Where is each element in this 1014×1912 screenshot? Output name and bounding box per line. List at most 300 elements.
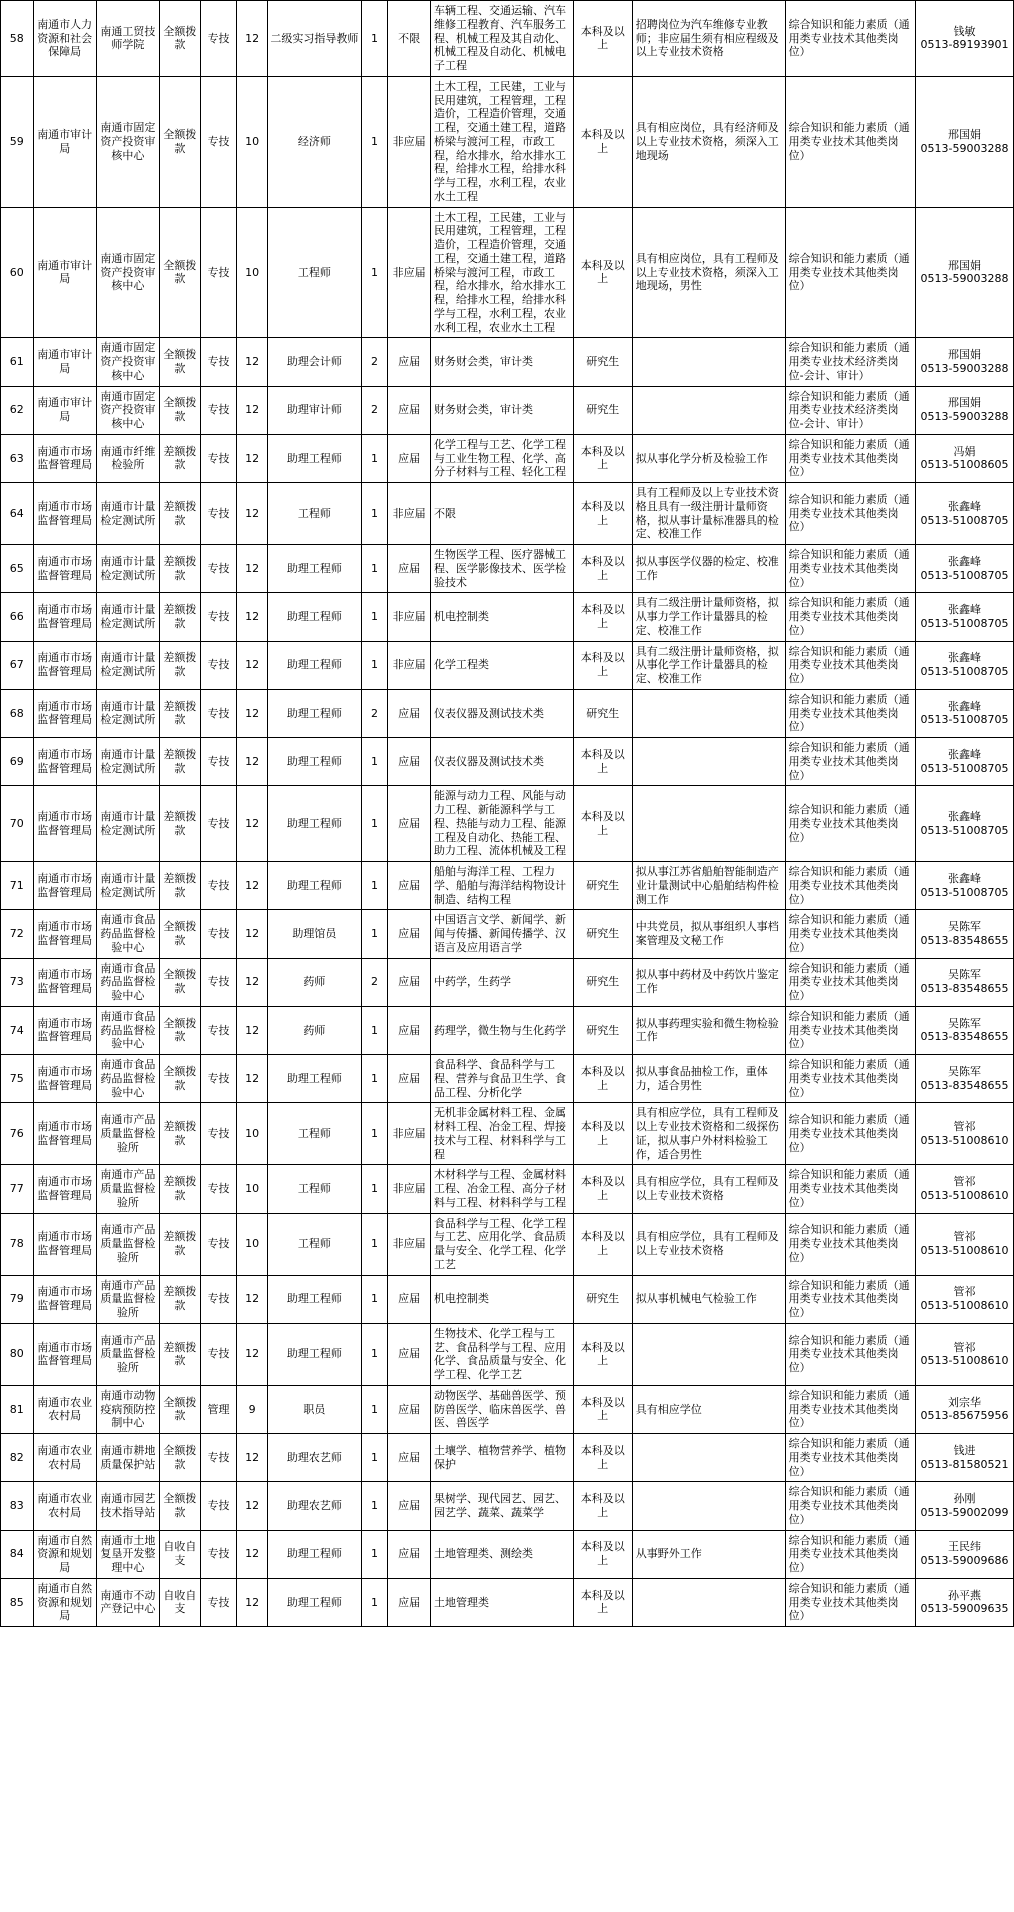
graduate-requirement: 不限	[388, 1, 431, 77]
table-row	[1, 1578, 1014, 1626]
post-level: 10	[237, 1103, 268, 1165]
supervising-dept: 南通市市场监督管理局	[33, 1006, 96, 1054]
other-conditions: 具有相应岗位，具有工程师及以上专业技术资格，须深入工地现场，男性	[632, 207, 785, 338]
post-name: 助理审计师	[267, 386, 361, 434]
headcount: 1	[361, 1, 387, 77]
post-level: 12	[237, 1, 268, 77]
post-name: 助理馆员	[267, 910, 361, 958]
employer-unit: 南通市固定资产投资审核中心	[96, 338, 159, 386]
education-requirement: 研究生	[573, 1006, 632, 1054]
supervising-dept: 南通市市场监督管理局	[33, 1275, 96, 1323]
post-category: 专技	[200, 1482, 237, 1530]
education-requirement: 研究生	[573, 958, 632, 1006]
supervising-dept: 南通市市场监督管理局	[33, 434, 96, 482]
post-level: 12	[237, 641, 268, 689]
major-requirement: 仪表仪器及测试技术类	[430, 689, 573, 737]
post-name: 助理工程师	[267, 689, 361, 737]
row-number: 62	[1, 386, 34, 434]
major-requirement: 生物技术、化学工程与工艺、食品科学与工程、应用化学、食品质量与安全、化学工程、化学工艺	[430, 1323, 573, 1385]
post-category: 专技	[200, 1578, 237, 1626]
table-row	[1, 1213, 1014, 1275]
education-requirement: 本科及以上	[573, 738, 632, 786]
table-row	[1, 1, 1014, 77]
major-requirement: 食品科学、食品科学与工程、营养与食品卫生学、食品工程、分析化学	[430, 1055, 573, 1103]
exam-subject: 综合知识和能力素质（通用类专业技术其他类岗位）	[785, 545, 915, 593]
row-number: 64	[1, 483, 34, 545]
graduate-requirement: 应届	[388, 910, 431, 958]
other-conditions	[632, 1323, 785, 1385]
contact-info: 钱敏 0513-89193901	[916, 1, 1014, 77]
post-category: 专技	[200, 1323, 237, 1385]
headcount: 1	[361, 1103, 387, 1165]
headcount: 1	[361, 1323, 387, 1385]
table-row	[1, 386, 1014, 434]
exam-subject: 综合知识和能力素质（通用类专业技术其他类岗位）	[785, 1055, 915, 1103]
contact-info: 邢国娟 0513-59003288	[916, 76, 1014, 207]
exam-subject: 综合知识和能力素质（通用类专业技术其他类岗位）	[785, 483, 915, 545]
graduate-requirement: 应届	[388, 1055, 431, 1103]
post-name: 工程师	[267, 483, 361, 545]
education-requirement: 研究生	[573, 910, 632, 958]
supervising-dept: 南通市人力资源和社会保障局	[33, 1, 96, 77]
funding-type: 全额拨款	[159, 1006, 200, 1054]
table-body	[1, 1, 1014, 1627]
graduate-requirement: 应届	[388, 738, 431, 786]
employer-unit: 南通市计量检定测试所	[96, 641, 159, 689]
row-number: 74	[1, 1006, 34, 1054]
post-category: 专技	[200, 76, 237, 207]
funding-type: 差额拨款	[159, 483, 200, 545]
row-number: 85	[1, 1578, 34, 1626]
post-level: 12	[237, 434, 268, 482]
row-number: 63	[1, 434, 34, 482]
employer-unit: 南通市计量检定测试所	[96, 483, 159, 545]
contact-info: 管祁 0513-51008610	[916, 1213, 1014, 1275]
row-number: 80	[1, 1323, 34, 1385]
employer-unit: 南通市耕地质量保护站	[96, 1434, 159, 1482]
row-number: 77	[1, 1165, 34, 1213]
major-requirement: 机电控制类	[430, 593, 573, 641]
employer-unit: 南通市食品药品监督检验中心	[96, 1006, 159, 1054]
education-requirement: 本科及以上	[573, 207, 632, 338]
contact-info: 冯娟 0513-51008605	[916, 434, 1014, 482]
education-requirement: 本科及以上	[573, 1165, 632, 1213]
funding-type: 自收自支	[159, 1578, 200, 1626]
post-category: 专技	[200, 1165, 237, 1213]
exam-subject: 综合知识和能力素质（通用类专业技术其他类岗位）	[785, 1530, 915, 1578]
employer-unit: 南通市固定资产投资审核中心	[96, 386, 159, 434]
contact-info: 管祁 0513-51008610	[916, 1165, 1014, 1213]
post-name: 助理工程师	[267, 545, 361, 593]
other-conditions: 具有相应学位，具有工程师及以上专业技术资格	[632, 1165, 785, 1213]
exam-subject: 综合知识和能力素质（通用类专业技术其他类岗位）	[785, 434, 915, 482]
supervising-dept: 南通市市场监督管理局	[33, 545, 96, 593]
other-conditions	[632, 1578, 785, 1626]
contact-info: 吴陈军 0513-83548655	[916, 910, 1014, 958]
post-name: 助理农艺师	[267, 1434, 361, 1482]
education-requirement: 本科及以上	[573, 545, 632, 593]
table-row	[1, 786, 1014, 862]
other-conditions: 具有二级注册计量师资格，拟从事力学工作计量器具的检定、校准工作	[632, 593, 785, 641]
contact-info: 张鑫峰 0513-51008705	[916, 483, 1014, 545]
supervising-dept: 南通市市场监督管理局	[33, 1055, 96, 1103]
other-conditions	[632, 386, 785, 434]
table-row	[1, 958, 1014, 1006]
other-conditions: 中共党员，拟从事组织人事档案管理及文秘工作	[632, 910, 785, 958]
employer-unit: 南通市计量检定测试所	[96, 786, 159, 862]
graduate-requirement: 应届	[388, 338, 431, 386]
post-name: 助理工程师	[267, 1530, 361, 1578]
post-category: 专技	[200, 862, 237, 910]
funding-type: 差额拨款	[159, 862, 200, 910]
headcount: 1	[361, 1434, 387, 1482]
major-requirement: 能源与动力工程、风能与动力工程、新能源科学与工程、热能与动力工程、能源工程及自动化、热能工程、助力工程、流体机械及工程	[430, 786, 573, 862]
row-number: 78	[1, 1213, 34, 1275]
education-requirement: 本科及以上	[573, 1482, 632, 1530]
post-level: 12	[237, 1482, 268, 1530]
headcount: 1	[361, 434, 387, 482]
contact-info: 吴陈军 0513-83548655	[916, 958, 1014, 1006]
post-category: 专技	[200, 1, 237, 77]
education-requirement: 研究生	[573, 689, 632, 737]
supervising-dept: 南通市审计局	[33, 207, 96, 338]
supervising-dept: 南通市审计局	[33, 76, 96, 207]
exam-subject: 综合知识和能力素质（通用类专业技术经济类岗位-会计、审计）	[785, 338, 915, 386]
post-name: 助理工程师	[267, 1055, 361, 1103]
exam-subject: 综合知识和能力素质（通用类专业技术其他类岗位）	[785, 738, 915, 786]
contact-info: 张鑫峰 0513-51008705	[916, 786, 1014, 862]
contact-info: 孙平燕 0513-59009635	[916, 1578, 1014, 1626]
row-number: 73	[1, 958, 34, 1006]
post-level: 12	[237, 1275, 268, 1323]
employer-unit: 南通市动物疫病预防控制中心	[96, 1385, 159, 1433]
headcount: 1	[361, 1275, 387, 1323]
funding-type: 差额拨款	[159, 1213, 200, 1275]
row-number: 68	[1, 689, 34, 737]
funding-type: 差额拨款	[159, 1275, 200, 1323]
post-name: 助理农艺师	[267, 1482, 361, 1530]
other-conditions: 具有二级注册计量师资格，拟从事化学工作计量器具的检定、校准工作	[632, 641, 785, 689]
post-name: 助理工程师	[267, 641, 361, 689]
education-requirement: 本科及以上	[573, 1530, 632, 1578]
supervising-dept: 南通市市场监督管理局	[33, 1165, 96, 1213]
supervising-dept: 南通市农业农村局	[33, 1434, 96, 1482]
education-requirement: 本科及以上	[573, 1, 632, 77]
graduate-requirement: 非应届	[388, 1165, 431, 1213]
graduate-requirement: 非应届	[388, 76, 431, 207]
post-category: 专技	[200, 786, 237, 862]
post-category: 管理	[200, 1385, 237, 1433]
exam-subject: 综合知识和能力素质（通用类专业技术其他类岗位）	[785, 1578, 915, 1626]
post-category: 专技	[200, 386, 237, 434]
table-row	[1, 1385, 1014, 1433]
headcount: 2	[361, 689, 387, 737]
row-number: 81	[1, 1385, 34, 1433]
employer-unit: 南通市计量检定测试所	[96, 689, 159, 737]
supervising-dept: 南通市市场监督管理局	[33, 738, 96, 786]
table-row	[1, 1434, 1014, 1482]
education-requirement: 研究生	[573, 386, 632, 434]
exam-subject: 综合知识和能力素质（通用类专业技术其他类岗位）	[785, 1275, 915, 1323]
table-row	[1, 1165, 1014, 1213]
other-conditions	[632, 786, 785, 862]
supervising-dept: 南通市市场监督管理局	[33, 910, 96, 958]
education-requirement: 研究生	[573, 1275, 632, 1323]
post-name: 二级实习指导教师	[267, 1, 361, 77]
major-requirement: 土壤学、植物营养学、植物保护	[430, 1434, 573, 1482]
exam-subject: 综合知识和能力素质（通用类专业技术其他类岗位）	[785, 1, 915, 77]
graduate-requirement: 应届	[388, 862, 431, 910]
contact-info: 管祁 0513-51008610	[916, 1323, 1014, 1385]
other-conditions	[632, 1434, 785, 1482]
post-category: 专技	[200, 338, 237, 386]
education-requirement: 本科及以上	[573, 483, 632, 545]
contact-info: 钱进 0513-81580521	[916, 1434, 1014, 1482]
funding-type: 全额拨款	[159, 76, 200, 207]
graduate-requirement: 应届	[388, 958, 431, 1006]
post-name: 助理工程师	[267, 786, 361, 862]
table-row	[1, 689, 1014, 737]
post-level: 12	[237, 593, 268, 641]
supervising-dept: 南通市农业农村局	[33, 1385, 96, 1433]
graduate-requirement: 应届	[388, 1434, 431, 1482]
funding-type: 差额拨款	[159, 786, 200, 862]
other-conditions: 拟从事医学仪器的检定、校准工作	[632, 545, 785, 593]
headcount: 2	[361, 338, 387, 386]
post-name: 职员	[267, 1385, 361, 1433]
row-number: 84	[1, 1530, 34, 1578]
headcount: 1	[361, 483, 387, 545]
funding-type: 全额拨款	[159, 207, 200, 338]
funding-type: 全额拨款	[159, 1, 200, 77]
funding-type: 全额拨款	[159, 1385, 200, 1433]
employer-unit: 南通市不动产登记中心	[96, 1578, 159, 1626]
graduate-requirement: 非应届	[388, 1103, 431, 1165]
supervising-dept: 南通市市场监督管理局	[33, 1323, 96, 1385]
post-category: 专技	[200, 207, 237, 338]
post-name: 助理工程师	[267, 862, 361, 910]
row-number: 79	[1, 1275, 34, 1323]
funding-type: 差额拨款	[159, 1165, 200, 1213]
exam-subject: 综合知识和能力素质（通用类专业技术其他类岗位）	[785, 862, 915, 910]
exam-subject: 综合知识和能力素质（通用类专业技术其他类岗位）	[785, 593, 915, 641]
table-row	[1, 338, 1014, 386]
other-conditions: 具有相应学位	[632, 1385, 785, 1433]
post-category: 专技	[200, 910, 237, 958]
employer-unit: 南通市产品质量监督检验所	[96, 1103, 159, 1165]
major-requirement: 木材科学与工程、金属材料工程、冶金工程、高分子材料与工程、材料科学与工程	[430, 1165, 573, 1213]
major-requirement: 不限	[430, 483, 573, 545]
graduate-requirement: 应届	[388, 434, 431, 482]
post-category: 专技	[200, 958, 237, 1006]
supervising-dept: 南通市市场监督管理局	[33, 689, 96, 737]
exam-subject: 综合知识和能力素质（通用类专业技术其他类岗位）	[785, 1213, 915, 1275]
employer-unit: 南通工贸技师学院	[96, 1, 159, 77]
major-requirement: 药理学，微生物与生化药学	[430, 1006, 573, 1054]
employer-unit: 南通市食品药品监督检验中心	[96, 958, 159, 1006]
post-name: 助理会计师	[267, 338, 361, 386]
other-conditions	[632, 1482, 785, 1530]
education-requirement: 本科及以上	[573, 1055, 632, 1103]
graduate-requirement: 应届	[388, 1275, 431, 1323]
supervising-dept: 南通市市场监督管理局	[33, 593, 96, 641]
graduate-requirement: 非应届	[388, 593, 431, 641]
employer-unit: 南通市计量检定测试所	[96, 545, 159, 593]
table-row	[1, 1275, 1014, 1323]
other-conditions: 具有相应学位，具有工程师及以上专业技术资格	[632, 1213, 785, 1275]
post-level: 12	[237, 786, 268, 862]
headcount: 1	[361, 862, 387, 910]
contact-info: 刘宗华 0513-85675956	[916, 1385, 1014, 1433]
contact-info: 邢国娟 0513-59003288	[916, 338, 1014, 386]
employer-unit: 南通市产品质量监督检验所	[96, 1275, 159, 1323]
table-row	[1, 207, 1014, 338]
funding-type: 全额拨款	[159, 958, 200, 1006]
post-name: 经济师	[267, 76, 361, 207]
employer-unit: 南通市计量检定测试所	[96, 862, 159, 910]
major-requirement: 船舶与海洋工程、工程力学、船舶与海洋结构物设计制造、结构工程	[430, 862, 573, 910]
supervising-dept: 南通市市场监督管理局	[33, 862, 96, 910]
post-category: 专技	[200, 593, 237, 641]
exam-subject: 综合知识和能力素质（通用类专业技术其他类岗位）	[785, 1165, 915, 1213]
post-level: 12	[237, 958, 268, 1006]
funding-type: 全额拨款	[159, 386, 200, 434]
row-number: 70	[1, 786, 34, 862]
post-level: 12	[237, 1434, 268, 1482]
funding-type: 全额拨款	[159, 1055, 200, 1103]
headcount: 1	[361, 1055, 387, 1103]
post-level: 10	[237, 1165, 268, 1213]
education-requirement: 本科及以上	[573, 593, 632, 641]
post-category: 专技	[200, 1006, 237, 1054]
major-requirement: 化学工程与工艺、化学工程与工业生物工程、化学、高分子材料与工程、轻化工程	[430, 434, 573, 482]
post-level: 12	[237, 689, 268, 737]
post-category: 专技	[200, 1213, 237, 1275]
headcount: 1	[361, 738, 387, 786]
education-requirement: 本科及以上	[573, 1578, 632, 1626]
major-requirement: 食品科学与工程、化学工程与工艺、应用化学、食品质量与安全、化学工程、化学工艺	[430, 1213, 573, 1275]
row-number: 83	[1, 1482, 34, 1530]
headcount: 1	[361, 1482, 387, 1530]
post-name: 工程师	[267, 207, 361, 338]
education-requirement: 本科及以上	[573, 76, 632, 207]
post-level: 12	[237, 1055, 268, 1103]
headcount: 1	[361, 1530, 387, 1578]
row-number: 72	[1, 910, 34, 958]
contact-info: 张鑫峰 0513-51008705	[916, 641, 1014, 689]
graduate-requirement: 非应届	[388, 1213, 431, 1275]
supervising-dept: 南通市审计局	[33, 338, 96, 386]
major-requirement: 果树学、现代园艺、园艺、园艺学、蔬菜、蔬菜学	[430, 1482, 573, 1530]
contact-info: 王民纬 0513-59009686	[916, 1530, 1014, 1578]
employer-unit: 南通市产品质量监督检验所	[96, 1165, 159, 1213]
exam-subject: 综合知识和能力素质（通用类专业技术其他类岗位）	[785, 1006, 915, 1054]
exam-subject: 综合知识和能力素质（通用类专业技术其他类岗位）	[785, 207, 915, 338]
other-conditions: 拟从事食品抽检工作，重体力，适合男性	[632, 1055, 785, 1103]
contact-info: 张鑫峰 0513-51008705	[916, 862, 1014, 910]
post-name: 工程师	[267, 1103, 361, 1165]
major-requirement: 机电控制类	[430, 1275, 573, 1323]
post-level: 12	[237, 862, 268, 910]
post-name: 助理工程师	[267, 1275, 361, 1323]
supervising-dept: 南通市市场监督管理局	[33, 1103, 96, 1165]
major-requirement: 土木工程，工民建，工业与民用建筑，工程管理，工程造价，工程造价管理，交通工程，交通土建工程，道路桥梁与渡河工程，市政工程，给水排水，给水排水工程，给排水工程，给排水科学与工程，水利工程，农业水利工程，农业水土工程	[430, 207, 573, 338]
table-row	[1, 910, 1014, 958]
headcount: 1	[361, 1165, 387, 1213]
post-level: 10	[237, 76, 268, 207]
other-conditions	[632, 338, 785, 386]
funding-type: 自收自支	[159, 1530, 200, 1578]
post-level: 12	[237, 1530, 268, 1578]
row-number: 65	[1, 545, 34, 593]
education-requirement: 本科及以上	[573, 786, 632, 862]
exam-subject: 综合知识和能力素质（通用类专业技术其他类岗位）	[785, 76, 915, 207]
post-name: 工程师	[267, 1213, 361, 1275]
exam-subject: 综合知识和能力素质（通用类专业技术其他类岗位）	[785, 1323, 915, 1385]
major-requirement: 中药学，生药学	[430, 958, 573, 1006]
headcount: 1	[361, 641, 387, 689]
contact-info: 张鑫峰 0513-51008705	[916, 689, 1014, 737]
other-conditions: 具有相应岗位，具有经济师及以上专业技术资格，须深入工地现场	[632, 76, 785, 207]
major-requirement: 土木工程，工民建，工业与民用建筑，工程管理，工程造价，工程造价管理，交通工程，交通土建工程，道路桥梁与渡河工程，市政工程，给水排水，给水排水工程，给排水工程，给排水科学与工程，水利工程，农业水土工程	[430, 76, 573, 207]
other-conditions: 具有工程师及以上专业技术资格且具有一级注册计量师资格，拟从事计量标准器具的检定、校准工作	[632, 483, 785, 545]
employer-unit: 南通市园艺技术指导站	[96, 1482, 159, 1530]
major-requirement: 土地管理类、测绘类	[430, 1530, 573, 1578]
post-level: 12	[237, 386, 268, 434]
supervising-dept: 南通市农业农村局	[33, 1482, 96, 1530]
post-level: 12	[237, 545, 268, 593]
post-level: 12	[237, 738, 268, 786]
exam-subject: 综合知识和能力素质（通用类专业技术其他类岗位）	[785, 1103, 915, 1165]
post-name: 药师	[267, 1006, 361, 1054]
funding-type: 全额拨款	[159, 338, 200, 386]
headcount: 1	[361, 76, 387, 207]
funding-type: 差额拨款	[159, 641, 200, 689]
table-row	[1, 641, 1014, 689]
supervising-dept: 南通市自然资源和规划局	[33, 1578, 96, 1626]
headcount: 1	[361, 1213, 387, 1275]
contact-info: 张鑫峰 0513-51008705	[916, 738, 1014, 786]
row-number: 69	[1, 738, 34, 786]
headcount: 2	[361, 958, 387, 1006]
other-conditions: 拟从事机械电气检验工作	[632, 1275, 785, 1323]
post-category: 专技	[200, 1055, 237, 1103]
other-conditions	[632, 689, 785, 737]
headcount: 1	[361, 1006, 387, 1054]
exam-subject: 综合知识和能力素质（通用类专业技术其他类岗位）	[785, 958, 915, 1006]
funding-type: 差额拨款	[159, 689, 200, 737]
row-number: 75	[1, 1055, 34, 1103]
major-requirement: 土地管理类	[430, 1578, 573, 1626]
major-requirement: 动物医学、基础兽医学、预防兽医学、临床兽医学、兽医、兽医学	[430, 1385, 573, 1433]
contact-info: 张鑫峰 0513-51008705	[916, 593, 1014, 641]
table-row	[1, 1530, 1014, 1578]
headcount: 1	[361, 1578, 387, 1626]
major-requirement: 财务财会类，审计类	[430, 386, 573, 434]
education-requirement: 本科及以上	[573, 1385, 632, 1433]
exam-subject: 综合知识和能力素质（通用类专业技术其他类岗位）	[785, 786, 915, 862]
other-conditions: 从事野外工作	[632, 1530, 785, 1578]
major-requirement: 无机非金属材料工程、金属材料工程、冶金工程、焊接技术与工程、材料科学与工程	[430, 1103, 573, 1165]
other-conditions: 拟从事中药材及中药饮片鉴定工作	[632, 958, 785, 1006]
graduate-requirement: 应届	[388, 386, 431, 434]
post-name: 助理工程师	[267, 738, 361, 786]
employer-unit: 南通市计量检定测试所	[96, 738, 159, 786]
other-conditions: 拟从事药理实验和微生物检验工作	[632, 1006, 785, 1054]
exam-subject: 综合知识和能力素质（通用类专业技术其他类岗位）	[785, 1434, 915, 1482]
exam-subject: 综合知识和能力素质（通用类专业技术其他类岗位）	[785, 1385, 915, 1433]
contact-info: 邢国娟 0513-59003288	[916, 386, 1014, 434]
